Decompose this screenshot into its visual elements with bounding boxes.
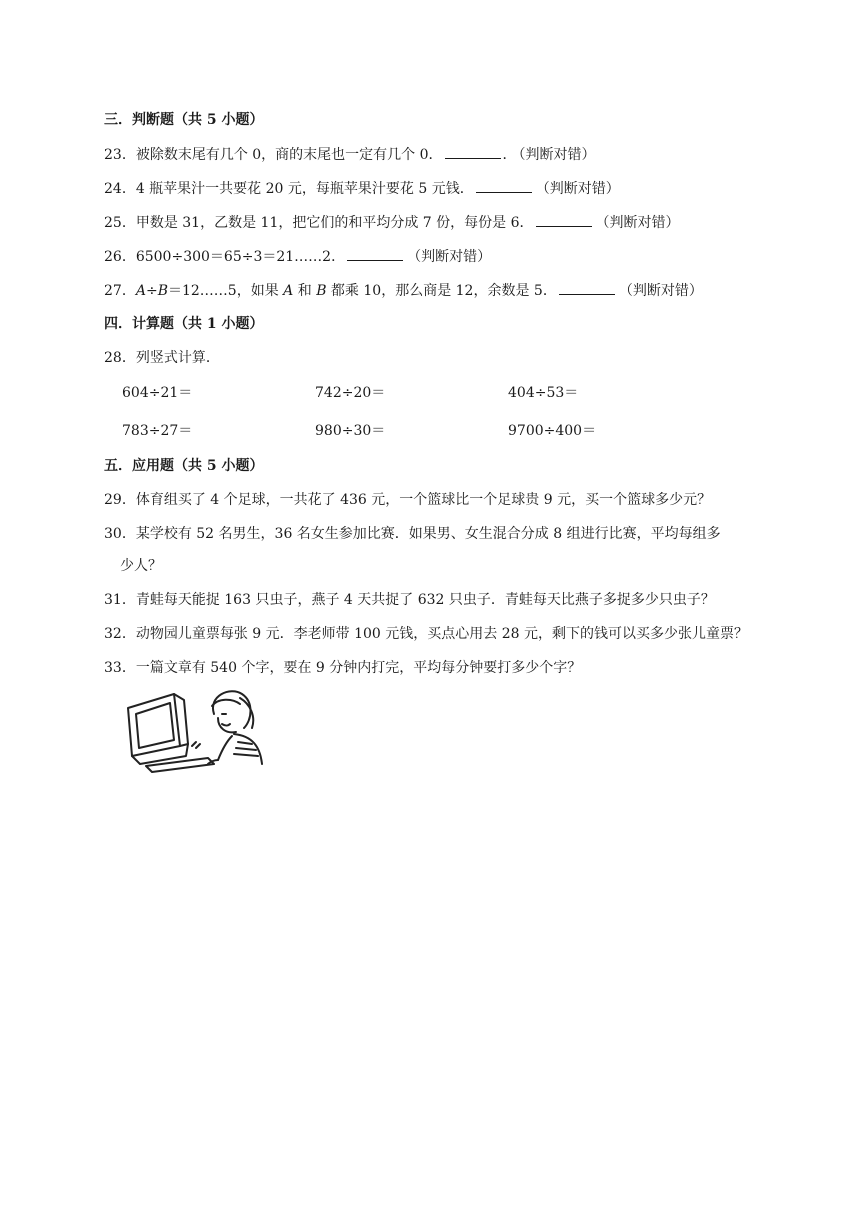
question-number: 24． bbox=[104, 181, 136, 197]
calc-item: 604÷21＝ bbox=[122, 385, 193, 401]
question-number: 33． bbox=[104, 660, 136, 676]
question-number: 31． bbox=[104, 592, 136, 608]
question-text: 被除数末尾有几个 0，商的末尾也一定有几个 0． bbox=[135, 147, 443, 163]
question-30 bbox=[104, 524, 721, 544]
section5-heading: 五．应用题（共 5 小题） bbox=[104, 458, 264, 474]
question-33 bbox=[104, 658, 581, 678]
question-30-continued: 少人？ bbox=[120, 558, 162, 574]
variable-b: B bbox=[157, 283, 168, 299]
question-number: 25． bbox=[104, 215, 136, 231]
question-24 bbox=[104, 178, 620, 199]
question-text: ＝12……5，如果 bbox=[167, 283, 284, 299]
question-23 bbox=[104, 144, 596, 165]
divide-sign: ÷ bbox=[145, 283, 158, 299]
question-text: 4 瓶苹果汁一共要花 20 元，每瓶苹果汁要花 5 元钱． bbox=[135, 181, 474, 197]
question-text: 都乘 10，那么商是 12，余数是 5． bbox=[326, 283, 557, 299]
question-number: 27． bbox=[104, 283, 136, 299]
answer-blank[interactable] bbox=[536, 212, 592, 227]
calc-item: 404÷53＝ bbox=[508, 385, 579, 401]
question-text: 甲数是 31，乙数是 11，把它们的和平均分成 7 份，每份是 6． bbox=[135, 215, 534, 231]
answer-blank[interactable] bbox=[347, 246, 403, 261]
question-text: 动物园儿童票每张 9 元．李老师带 100 元钱，买点心用去 28 元，剩下的钱可以买多少张儿童票？ bbox=[135, 626, 748, 642]
question-25 bbox=[104, 212, 680, 233]
question-text: 和 bbox=[293, 283, 317, 299]
judge-hint: （判断对错） bbox=[618, 283, 703, 299]
question-text: 某学校有 52 名男生，36 名女生参加比赛．如果男、女生混合分成 8 组进行比赛，平均每组多 bbox=[135, 526, 721, 542]
question-number: 26． bbox=[104, 249, 136, 265]
question-suffix: ． bbox=[502, 147, 517, 163]
question-number: 23． bbox=[104, 147, 136, 163]
section4-heading: 四．计算题（共 1 小题） bbox=[104, 316, 264, 332]
question-number: 28． bbox=[104, 350, 136, 366]
question-number: 32． bbox=[104, 626, 136, 642]
girl-typing-at-computer-icon bbox=[122, 684, 268, 776]
variable-a: A bbox=[283, 283, 294, 299]
answer-blank[interactable] bbox=[445, 144, 501, 159]
question-number: 30． bbox=[104, 526, 136, 542]
calc-item: 742÷20＝ bbox=[315, 385, 386, 401]
question-31 bbox=[104, 590, 715, 610]
judge-hint: （判断对错） bbox=[407, 249, 492, 265]
question-28 bbox=[104, 348, 220, 368]
question-text: 列竖式计算． bbox=[135, 350, 220, 366]
calc-item: 980÷30＝ bbox=[315, 423, 386, 439]
variable-b: B bbox=[316, 283, 327, 299]
question-number: 29． bbox=[104, 492, 136, 508]
judge-hint: （判断对错） bbox=[518, 147, 596, 163]
variable-a: A bbox=[135, 283, 146, 299]
section3-heading: 三．判断题（共 5 小题） bbox=[104, 112, 264, 128]
question-text: 体育组买了 4 个足球，一共花了 436 元，一个篮球比一个足球贵 9 元，买一个篮球多少元？ bbox=[135, 492, 712, 508]
calc-item: 9700÷400＝ bbox=[508, 423, 597, 439]
judge-hint: （判断对错） bbox=[535, 181, 620, 197]
question-26 bbox=[104, 246, 491, 267]
question-32 bbox=[104, 624, 748, 644]
answer-blank[interactable] bbox=[476, 178, 532, 193]
answer-blank[interactable] bbox=[559, 280, 615, 295]
question-27 bbox=[104, 280, 703, 301]
question-text: 6500÷300＝65÷3＝21……2． bbox=[135, 249, 346, 265]
question-29 bbox=[104, 490, 711, 510]
calc-item: 783÷27＝ bbox=[122, 423, 193, 439]
judge-hint: （判断对错） bbox=[595, 215, 680, 231]
question-text: 一篇文章有 540 个字，要在 9 分钟内打完，平均每分钟要打多少个字？ bbox=[135, 660, 582, 676]
question-text: 青蛙每天能捉 163 只虫子，燕子 4 天共捉了 632 只虫子．青蛙每天比燕子多捉多少只虫子？ bbox=[135, 592, 715, 608]
